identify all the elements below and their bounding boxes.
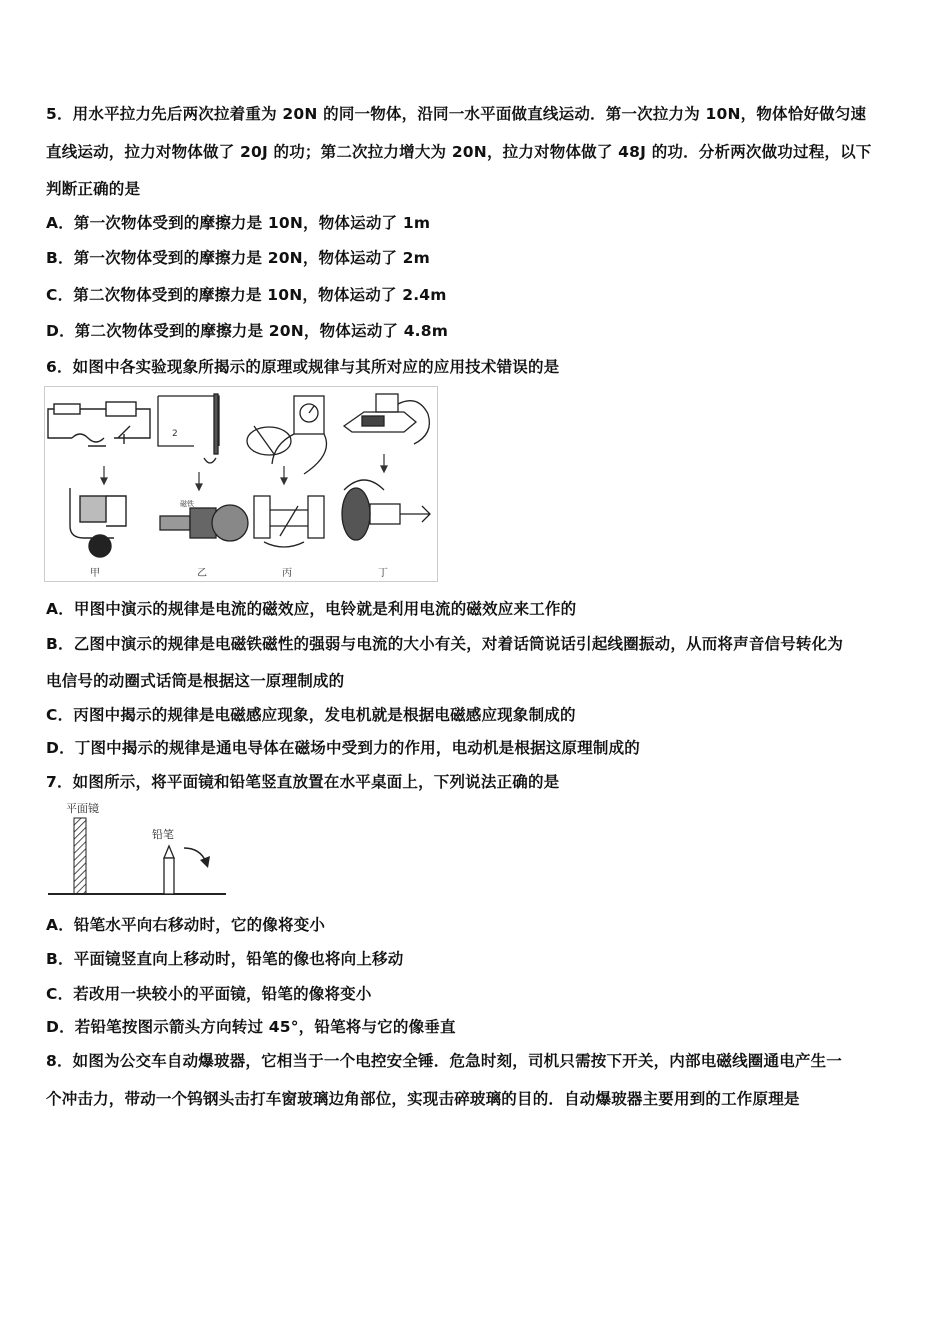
mirror: [74, 818, 86, 894]
pencil-label: 铅笔: [152, 828, 174, 841]
q5-stem-line3: 判断正确的是: [46, 180, 141, 198]
q6-figure-drawing: [44, 386, 438, 582]
q5-option-b: B．第一次物体受到的摩擦力是 20N，物体运动了 2m: [46, 249, 430, 267]
q7-stem: 7．如图所示，将平面镜和铅笔竖直放置在水平桌面上，下列说法正确的是: [46, 773, 560, 791]
q5-option-c: C．第二次物体受到的摩擦力是 10N，物体运动了 2.4m: [46, 286, 447, 304]
q6-option-b-line1: B．乙图中演示的规律是电磁铁磁性的强弱与电流的大小有关，对着话筒说话引起线圈振动，从而将声音信号转化为: [46, 635, 844, 653]
q6-option-d: D．丁图中揭示的规律是通电导体在磁场中受到力的作用，电动机是根据这原理制成的: [46, 739, 640, 757]
fig-label-ding: 丁: [378, 568, 388, 579]
q7-option-a: A．铅笔水平向右移动时，它的像将变小: [46, 916, 326, 934]
rotation-arrow-icon: [184, 848, 210, 868]
svg-text:磁铁: 磁铁: [180, 500, 194, 508]
svg-text:2: 2: [172, 429, 178, 439]
q5-option-a: A．第一次物体受到的摩擦力是 10N，物体运动了 1m: [46, 214, 431, 232]
q5-stem-line2: 直线运动，拉力对物体做了 20J 的功；第二次拉力增大为 20N，拉力对物体做了 48J 的功．分析两次做功过程，以下: [46, 143, 872, 161]
q7-option-b: B．平面镜竖直向上移动时，铅笔的像也将向上移动: [46, 950, 404, 968]
fig-label-jia: 甲: [90, 568, 100, 579]
q8-stem-line2: 个冲击力，带动一个钨钢头击打车窗玻璃边角部位，实现击碎玻璃的目的．自动爆玻器主要用到的工作原理是: [46, 1090, 800, 1108]
q5-stem-line1: 5．用水平拉力先后两次拉着重为 20N 的同一物体，沿同一水平面做直线运动．第一次拉力为 10N，物体恰好做匀速: [46, 105, 867, 123]
q8-stem-line1: 8．如图为公交车自动爆玻器，它相当于一个电控安全锤．危急时刻，司机只需按下开关，内部电磁线圈通电产生一: [46, 1052, 842, 1070]
q7-figure: [44, 798, 230, 900]
pencil: [164, 846, 174, 894]
mirror-label: 平面镜: [66, 802, 99, 815]
fig-label-bing: 丙: [282, 568, 292, 579]
q7-option-c: C．若改用一块较小的平面镜，铅笔的像将变小: [46, 985, 372, 1003]
q6-option-b-line2: 电信号的动圈式话筒是根据这一原理制成的: [46, 672, 345, 690]
q6-option-c: C．丙图中揭示的规律是电磁感应现象，发电机就是根据电磁感应现象制成的: [46, 706, 576, 724]
q6-figure: [44, 386, 438, 582]
q7-option-d: D．若铅笔按图示箭头方向转过 45°，铅笔将与它的像垂直: [46, 1018, 456, 1036]
q6-option-a: A．甲图中演示的规律是电流的磁效应，电铃就是利用电流的磁效应来工作的: [46, 600, 577, 618]
fig-label-yi: 乙: [197, 568, 207, 579]
q6-stem: 6．如图中各实验现象所揭示的原理或规律与其所对应的应用技术错误的是: [46, 358, 560, 376]
q7-figure-drawing: [44, 798, 230, 900]
q5-option-d: D．第二次物体受到的摩擦力是 20N，物体运动了 4.8m: [46, 322, 449, 340]
